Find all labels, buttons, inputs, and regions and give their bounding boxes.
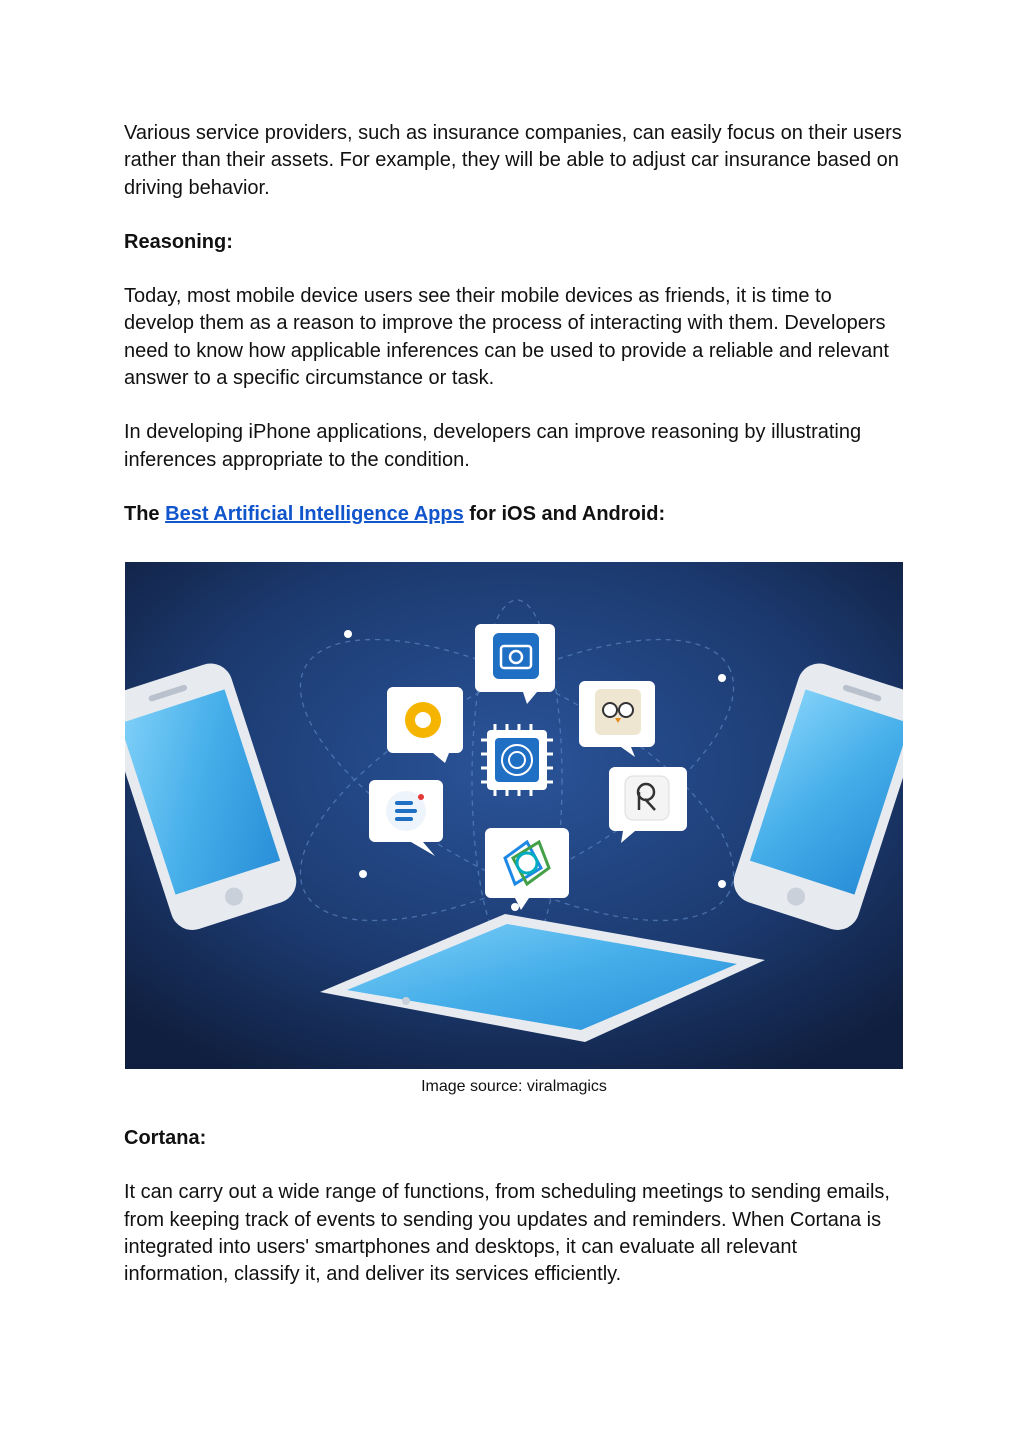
cortana-section [124, 1125, 904, 1288]
image-caption: Image source: viralmagics [421, 1078, 607, 1095]
camera-app-icon [475, 624, 555, 704]
ai-apps-illustration [125, 562, 903, 1069]
cortana-paragraph: It can carry out a wide range of functions, from scheduling meetings to sending emails, from keeping track of events to sending you updates and reminders. When Cortana is integrated into users' smartphones and desktops, it can evaluate all relevant information, classify it, and deliver its services efficiently. [124, 1181, 890, 1286]
reasoning-paragraph-1: Today, most mobile device users see their mobile devices as friends, it is time to develop them as a reason to improve the process of interacting with them. Developers need to know how applicable inferences can be used to provide a reliable and relevant answer to a specific circumstance or task. [124, 285, 889, 390]
apps-heading-prefix: The [124, 502, 166, 525]
cortana-heading: Cortana: [124, 1127, 207, 1149]
chat-bubble-app-icon [387, 687, 463, 763]
apps-heading [124, 501, 904, 528]
apps-heading-suffix: for iOS and Android: [463, 502, 666, 525]
reasoning-paragraph-2: In developing iPhone applications, developers can improve reasoning by illustrating inferences appropriate to the condition. [124, 421, 862, 471]
document-body [124, 120, 904, 528]
owl-app-icon [579, 681, 655, 757]
reasoning-heading: Reasoning: [124, 230, 233, 253]
best-ai-apps-link[interactable]: Best Artificial Intelligence Apps [165, 502, 464, 525]
ai-chip-icon [481, 724, 553, 796]
intro-paragraph: Various service providers, such as insurance companies, can easily focus on their users rather than their assets. For example, they will be able to adjust car insurance based on driving behavior. [124, 122, 902, 199]
network-star-app-icon [485, 828, 569, 910]
